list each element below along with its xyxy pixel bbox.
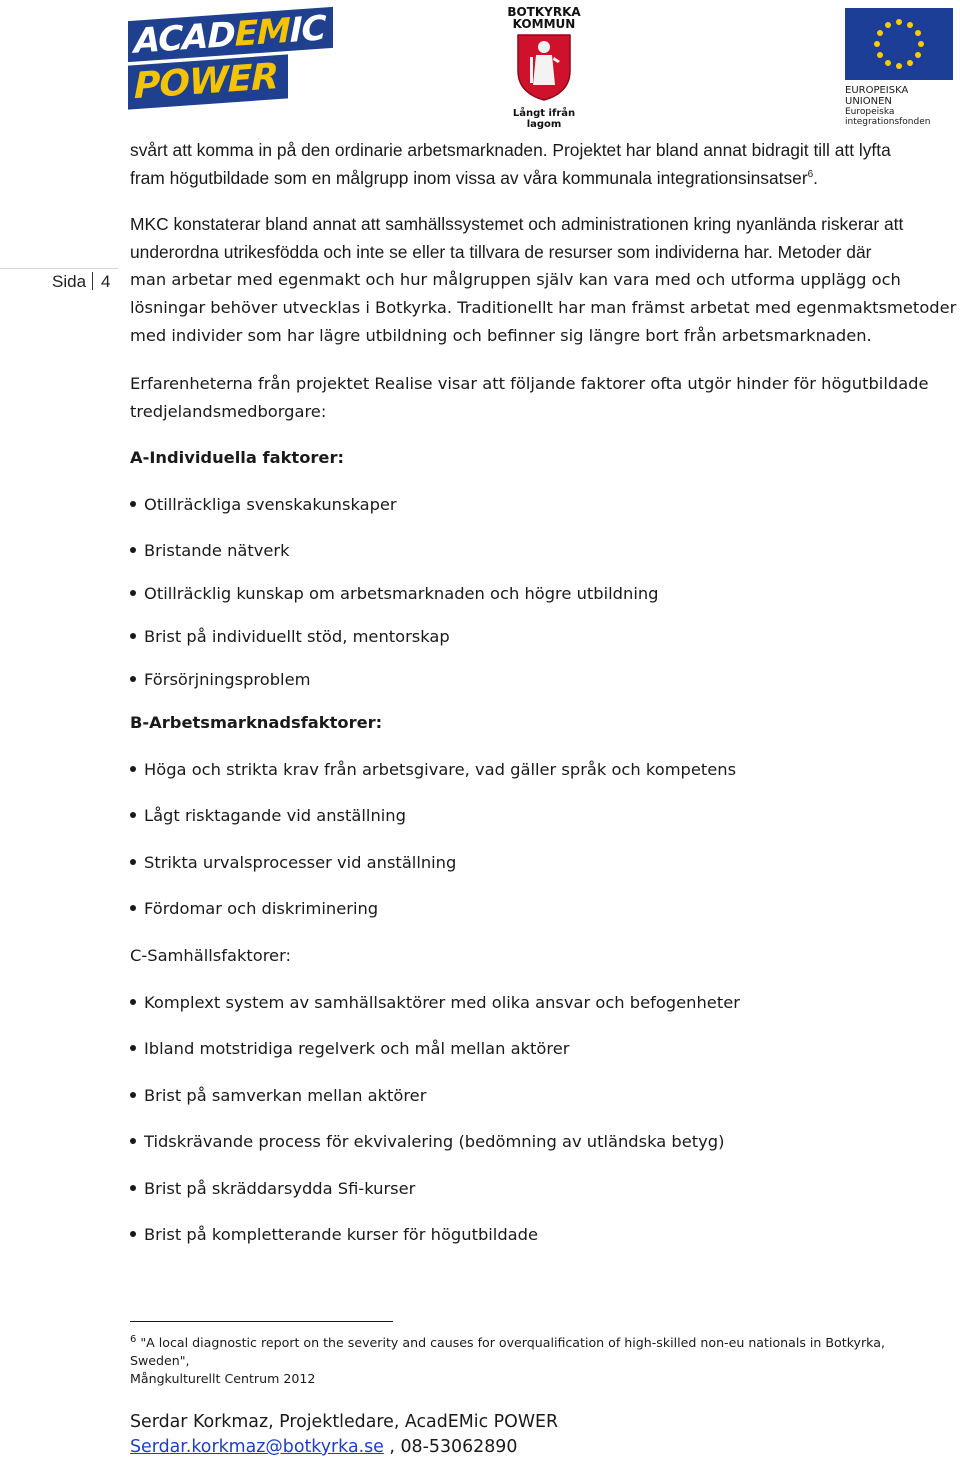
footnote-reference[interactable]: 6: [807, 169, 814, 181]
page-marker-separator: [92, 272, 93, 290]
botkyrka-kommun-logo: [496, 5, 592, 130]
botkyrka-name-line2: KOMMUN: [512, 17, 576, 31]
list-item: Höga och strikta krav från arbetsgivare, vad gäller språk och kompetens: [130, 760, 736, 779]
paragraph-1-line-1: svårt att komma in på den ordinarie arbetsmarknaden. Projektet har bland annat bidragit till att lyfta: [130, 140, 891, 160]
paragraph-1: [130, 136, 960, 192]
bullet-icon: [130, 905, 136, 911]
list-item: Brist på samverkan mellan aktörer: [130, 1086, 426, 1105]
paragraph-2-line: MKC konstaterar bland annat att samhällssystemet och administrationen kring nyanlända riskerar att: [130, 214, 904, 234]
paragraph-2-line: underordna utrikesfödda och inte se eller ta tillvara de resurser som individerna har. Metoder där: [130, 242, 872, 262]
page-number: 4: [101, 272, 111, 291]
bullet-icon: [130, 812, 136, 818]
bullet-icon: [130, 547, 136, 553]
botkyrka-name-line1: BOTKYRKA: [507, 5, 581, 19]
list-item: Brist på kompletterande kurser för högutbildade: [130, 1225, 538, 1244]
bullet-icon: [130, 1138, 136, 1144]
section-heading-society: C-Samhällsfaktorer:: [130, 946, 291, 965]
paragraph-3-line: tredjelandsmedborgare:: [130, 401, 327, 421]
footnote-line-2: Mångkulturellt Centrum 2012: [130, 1371, 316, 1386]
footer-phone: , 08-53062890: [383, 1437, 518, 1457]
paragraph-2-line: med individer som har lägre utbildning och befinner sig längre bort från arbetsmarknaden.: [130, 326, 872, 345]
bullet-icon: [130, 1185, 136, 1191]
section-heading-individual: A-Individuella faktorer:: [130, 448, 345, 467]
eu-name: EUROPEISKA UNIONEN: [845, 85, 909, 107]
paragraph-2-line: man arbetar med egenmakt och hur målgruppen själv kan vara med och utforma upplägg och: [130, 270, 901, 289]
page-marker-label: Sida: [52, 272, 87, 291]
bullet-icon: [130, 590, 136, 596]
list-item: Tidskrävande process för ekvivalering (bedömning av utländska betyg): [130, 1132, 724, 1151]
bullet-icon: [130, 1092, 136, 1098]
bullet-icon: [130, 676, 136, 682]
paragraph-2: [130, 210, 960, 350]
bullet-icon: [130, 633, 136, 639]
bullet-icon: [130, 1045, 136, 1051]
list-item: Fördomar och diskriminering: [130, 899, 378, 918]
list-item: Försörjningsproblem: [130, 670, 310, 689]
footer-author: Serdar Korkmaz, Projektledare, AcadEMic POWER: [130, 1412, 559, 1432]
footnote-separator: [130, 1321, 393, 1322]
bullet-icon: [130, 999, 136, 1005]
footnote-line-1: $^6$ "A local diagnostic report on the severity and causes for overqualification of high-skilled non-eu nationals in Botkyrka, Sweden",: [130, 1333, 885, 1368]
paragraph-2-line: lösningar behöver utvecklas i Botkyrka. Traditionellt har man främst arbetat med egenmaktsmetoder: [130, 298, 957, 317]
bullet-icon: [130, 859, 136, 865]
paragraph-3: [130, 370, 960, 425]
list-item: Otillräckliga svenskakunskaper: [130, 495, 397, 514]
eu-fund-name: Europeiska integrationsfonden: [845, 107, 931, 127]
botkyrka-shield-icon: [516, 33, 572, 101]
paragraph-3-line: Erfarenheterna från projektet Realise visar att följande faktorer ofta utgör hinder för högutbildade: [130, 374, 929, 393]
footnote: [130, 1334, 930, 1388]
list-item: Ibland motstridiga regelverk och mål mellan aktörer: [130, 1039, 569, 1058]
list-item: Strikta urvalsprocesser vid anställning: [130, 853, 456, 872]
list-item: Komplext system av samhällsaktörer med olika ansvar och befogenheter: [130, 993, 740, 1012]
bullet-icon: [130, 501, 136, 507]
list-item: Brist på skräddarsydda Sfi-kurser: [130, 1179, 415, 1198]
eu-flag-icon: [845, 8, 953, 80]
page-marker: [52, 272, 111, 292]
footer-contact: [130, 1437, 517, 1457]
academic-power-logo-line1: ACADEMIC: [128, 7, 333, 62]
paragraph-1-line-2: fram högutbildade som en målgrupp inom vissa av våra kommunala integrationsinsatser$^6$.: [130, 168, 819, 188]
academic-power-logo: [128, 8, 326, 112]
bullet-icon: [130, 766, 136, 772]
list-item: Lågt risktagande vid anställning: [130, 806, 406, 825]
page-marker-rule: [0, 268, 118, 269]
eu-logo: [845, 8, 955, 127]
section-heading-labour-market: B-Arbetsmarknadsfaktorer:: [130, 713, 383, 732]
list-item: Bristande nätverk: [130, 541, 290, 560]
list-item: Otillräcklig kunskap om arbetsmarknaden och högre utbildning: [130, 584, 659, 603]
footnote-marker: 6: [130, 1333, 137, 1345]
botkyrka-tagline: Långt ifrån lagom: [512, 108, 576, 130]
bullet-icon: [130, 1231, 136, 1237]
email-link[interactable]: Serdar.korkmaz@botkyrka.se: [130, 1437, 384, 1457]
academic-power-logo-line2: POWER: [128, 54, 288, 109]
list-item: Brist på individuellt stöd, mentorskap: [130, 627, 450, 646]
